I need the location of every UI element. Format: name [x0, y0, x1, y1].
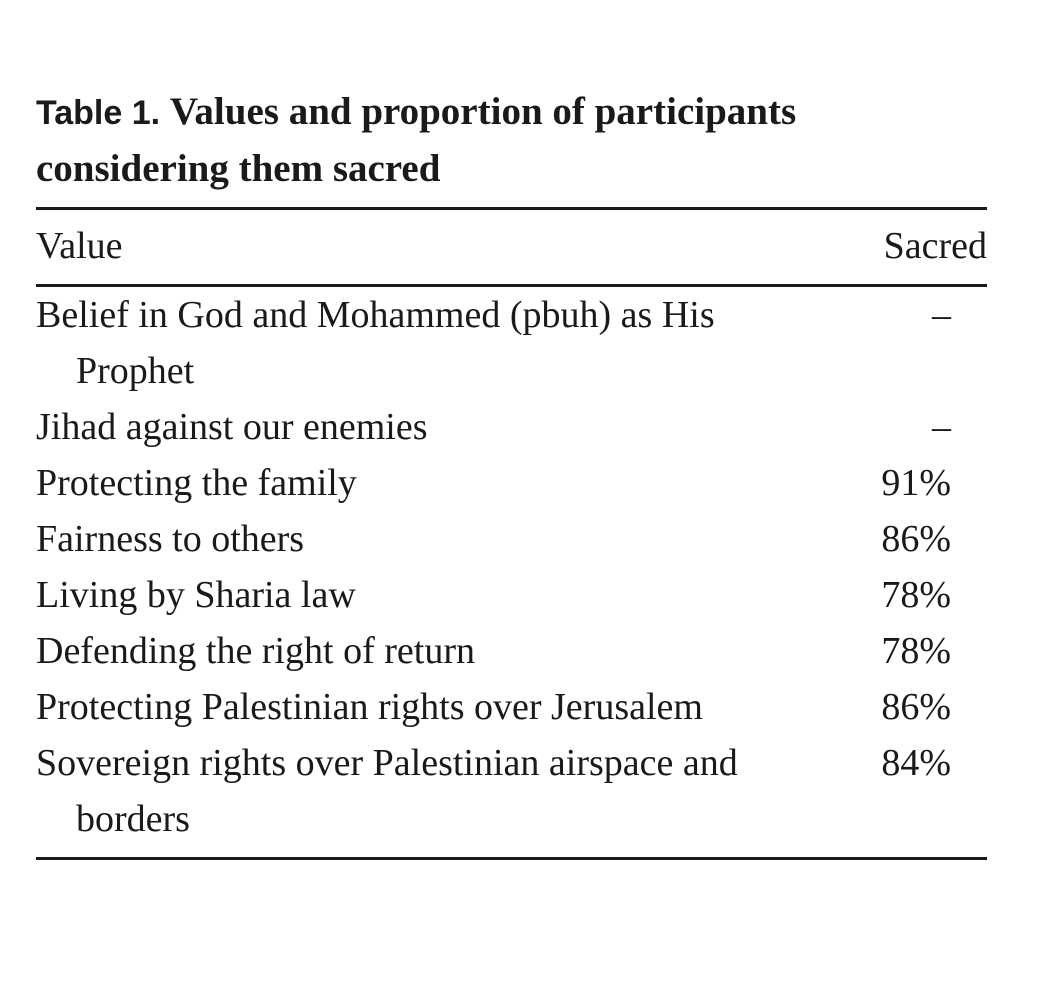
table-body	[36, 284, 987, 857]
table-row	[36, 511, 987, 567]
cell-value: Protecting the family	[36, 462, 357, 504]
cell-sacred: 78%	[881, 574, 951, 616]
cell-value: Belief in God and Mohammed (pbuh) as His Prophet	[36, 294, 715, 392]
cell-value: Protecting Palestinian rights over Jerusalem	[36, 686, 703, 728]
table-caption-label: Table 1.	[36, 94, 161, 132]
table-row	[36, 623, 987, 679]
header-value: Value	[36, 225, 123, 267]
cell-sacred: –	[932, 406, 951, 448]
table-row	[36, 455, 987, 511]
cell-sacred: –	[932, 294, 951, 336]
values-table	[36, 210, 987, 857]
cell-sacred: 91%	[881, 462, 951, 504]
cell-value: Fairness to others	[36, 518, 305, 560]
header-sacred: Sacred	[883, 225, 987, 267]
cell-value: Sovereign rights over Palestinian airspace and borders	[36, 742, 738, 840]
cell-sacred: 86%	[881, 686, 951, 728]
table-caption-title: Values and proportion of participants considering them sacred	[36, 90, 797, 190]
table-row	[36, 567, 987, 623]
table-header	[36, 210, 987, 284]
cell-sacred: 78%	[881, 630, 951, 672]
table-row	[36, 287, 987, 399]
cell-sacred: 84%	[881, 742, 951, 784]
bottom-rule	[36, 857, 987, 860]
table-figure	[36, 84, 987, 860]
cell-sacred: 86%	[881, 518, 951, 560]
cell-value: Jihad against our enemies	[36, 406, 428, 448]
table-row	[36, 735, 987, 857]
table-row	[36, 679, 987, 735]
table-caption	[36, 84, 987, 197]
header-row	[36, 210, 987, 284]
cell-value: Living by Sharia law	[36, 574, 356, 616]
cell-value: Defending the right of return	[36, 630, 475, 672]
table-row	[36, 399, 987, 455]
